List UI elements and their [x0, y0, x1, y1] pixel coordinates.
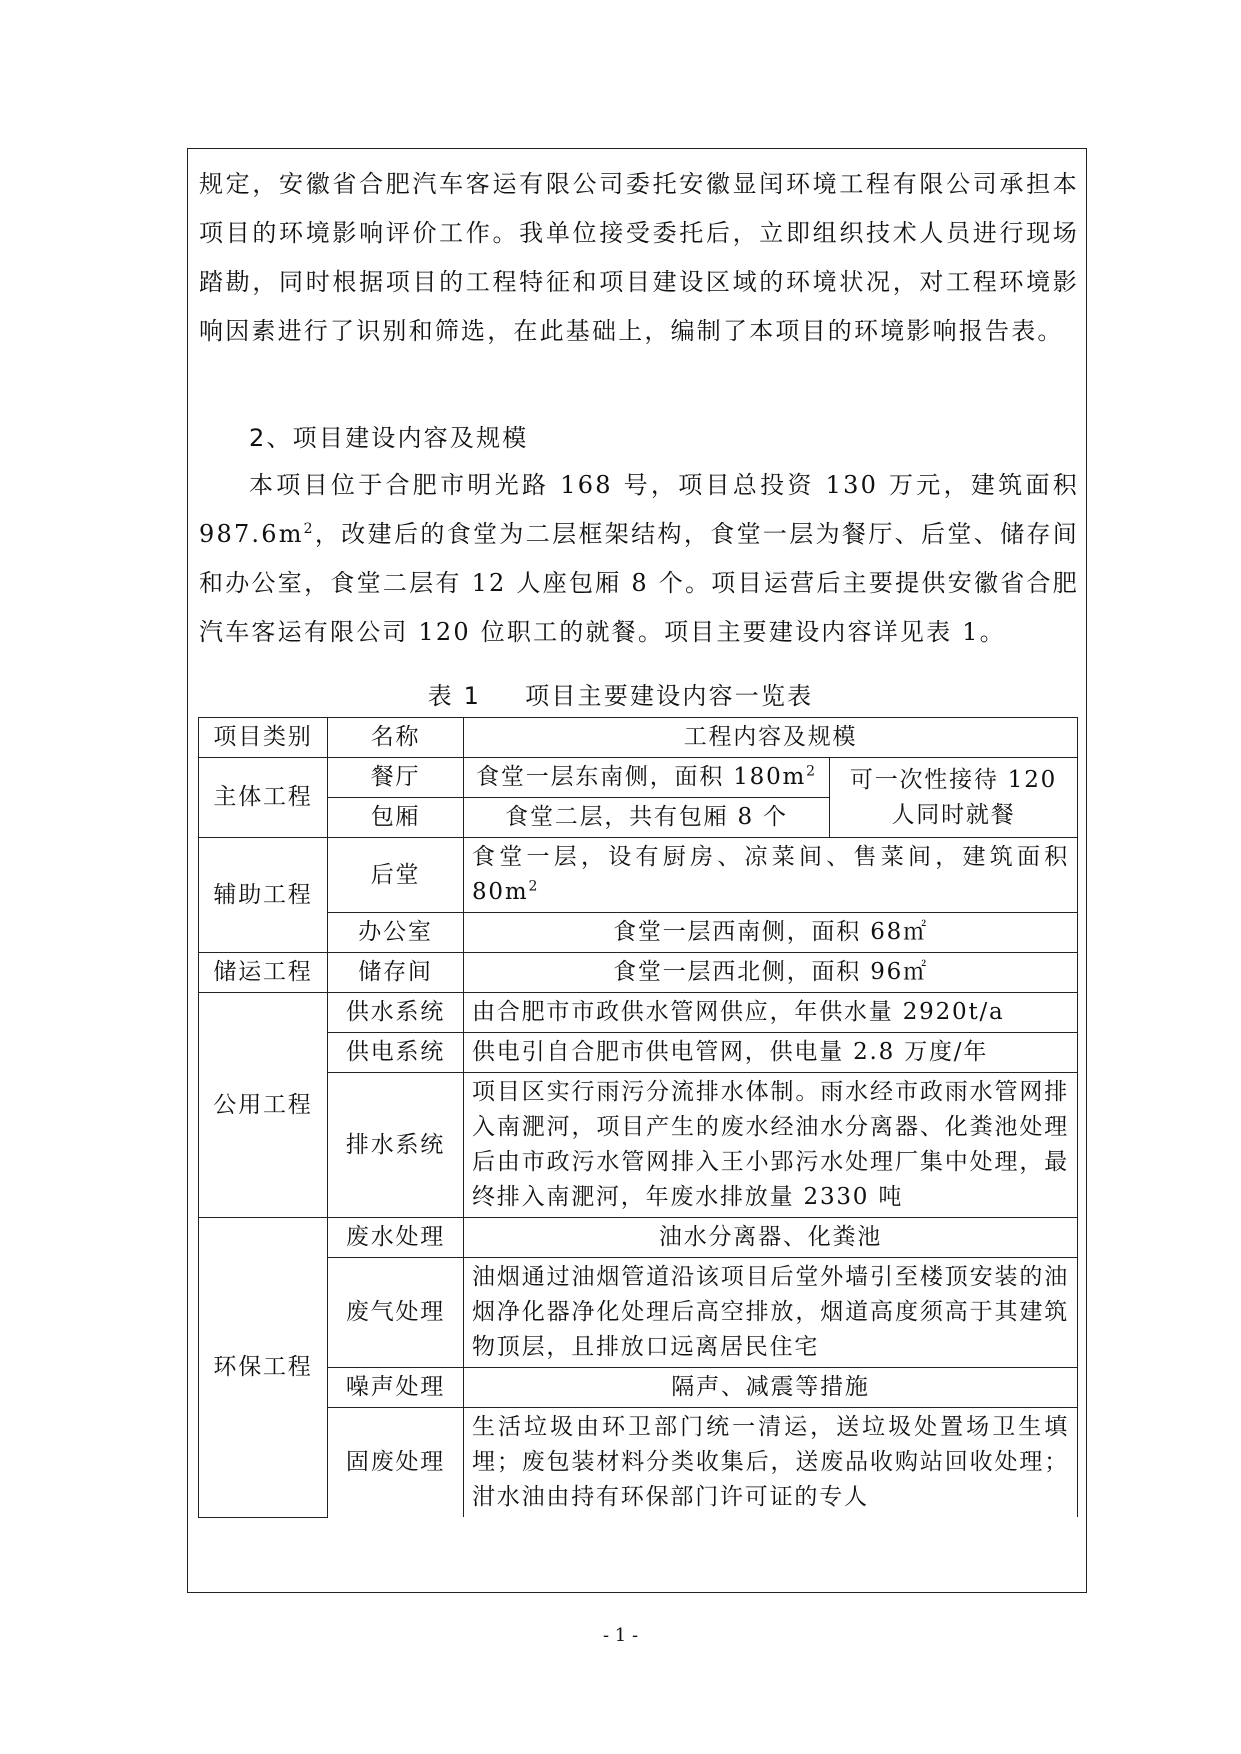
table-row: [199, 1073, 1078, 1218]
name-cell: 废水处理: [328, 1218, 464, 1258]
content-cell: 食堂一层西北侧，面积 96㎡: [464, 953, 1078, 993]
category-cell: 环保工程: [199, 1218, 328, 1518]
name-cell: 供水系统: [328, 993, 464, 1033]
section-text-sup: 2: [303, 521, 315, 537]
content-cell: 食堂一层西南侧，面积 68㎡: [464, 913, 1078, 953]
shared-note-cell: 可一次性接待 120 人同时就餐: [830, 758, 1078, 838]
section-heading: 2、项目建设内容及规模: [249, 424, 529, 452]
table-row: [199, 838, 1078, 913]
header-category: 项目类别: [199, 718, 328, 758]
table-caption-number: 表 1: [427, 682, 482, 710]
name-cell: 储存间: [328, 953, 464, 993]
content-cell: 隔声、减震等措施: [464, 1368, 1078, 1408]
content-cell: 由合肥市市政供水管网供应，年供水量 2920t/a: [464, 993, 1078, 1033]
content-cell: 供电引自合肥市供电管网，供电量 2.8 万度/年: [464, 1033, 1078, 1073]
content-sup: 2: [528, 878, 540, 895]
table-row: [199, 953, 1078, 993]
category-cell: 储运工程: [199, 953, 328, 993]
section-text: [199, 461, 1079, 657]
table-row: [199, 993, 1078, 1033]
construction-table: [198, 717, 1078, 1518]
name-cell: 办公室: [328, 913, 464, 953]
table-row: [199, 1218, 1078, 1258]
content-cell: [464, 758, 830, 798]
content-text: 食堂一层，设有厨房、凉菜间、售菜间，建筑面积 80m: [472, 844, 1070, 905]
category-cell: 公用工程: [199, 993, 328, 1218]
content-cell: 食堂二层，共有包厢 8 个: [464, 798, 830, 838]
header-content: 工程内容及规模: [464, 718, 1078, 758]
table-caption: [0, 676, 1241, 711]
table-row: [199, 1258, 1078, 1368]
section-text-post: ，改建后的食堂为二层框架结构，食堂一层为餐厅、后堂、储存间和办公室，食堂二层有 12 人座包厢 8 个。项目运营后主要提供安徽省合肥汽车客运有限公司 120 位职工的就餐。项目主要建设内容详见表 1。: [199, 520, 1079, 646]
name-cell: 餐厅: [328, 758, 464, 798]
category-cell: 辅助工程: [199, 838, 328, 953]
category-cell: 主体工程: [199, 758, 328, 838]
table-header-row: [199, 718, 1078, 758]
name-cell: 固废处理: [328, 1408, 464, 1518]
header-name: 名称: [328, 718, 464, 758]
page-number: - 1 -: [602, 1625, 639, 1646]
table-row: [199, 1033, 1078, 1073]
content-cell: 油烟通过油烟管道沿该项目后堂外墙引至楼顶安装的油烟净化器净化处理后高空排放，烟道高度须高于其建筑物顶层，且排放口远离居民住宅: [464, 1258, 1078, 1368]
table-row: [199, 758, 1078, 798]
name-cell: 排水系统: [328, 1073, 464, 1218]
section-text-pre: 本项目位于合肥市明光路 168 号，项目总投资 130 万元，建筑面积 987.6m: [199, 471, 1079, 548]
table-row: [199, 1368, 1078, 1408]
section-paragraph: [199, 461, 1079, 657]
content-sup: 2: [806, 763, 817, 780]
table-caption-title: 项目主要建设内容一览表: [525, 682, 814, 710]
name-cell: 后堂: [328, 838, 464, 913]
name-cell: 废气处理: [328, 1258, 464, 1368]
table-row: [199, 1408, 1078, 1518]
intro-text: 规定，安徽省合肥汽车客运有限公司委托安徽显闰环境工程有限公司承担本项目的环境影响评价工作。我单位接受委托后，立即组织技术人员进行现场踏勘，同时根据项目的工程特征和项目建设区域的环境状况，对工程环境影响因素进行了识别和筛选，在此基础上，编制了本项目的环境影响报告表。: [199, 170, 1079, 345]
content-cell: 生活垃圾由环卫部门统一清运，送垃圾处置场卫生填埋；废包装材料分类收集后，送废品收购站回收处理；泔水油由持有环保部门许可证的专人: [464, 1408, 1078, 1518]
intro-paragraph: [199, 160, 1079, 356]
content-text: 食堂一层东南侧，面积 180m: [476, 764, 807, 790]
name-cell: 噪声处理: [328, 1368, 464, 1408]
content-cell: [464, 838, 1078, 913]
content-cell: 油水分离器、化粪池: [464, 1218, 1078, 1258]
name-cell: 供电系统: [328, 1033, 464, 1073]
table-row: [199, 913, 1078, 953]
content-cell: 项目区实行雨污分流排水体制。雨水经市政雨水管网排入南淝河，项目产生的废水经油水分离器、化粪池处理后由市政污水管网排入王小郢污水处理厂集中处理，最终排入南淝河，年废水排放量 2330 吨: [464, 1073, 1078, 1218]
name-cell: 包厢: [328, 798, 464, 838]
